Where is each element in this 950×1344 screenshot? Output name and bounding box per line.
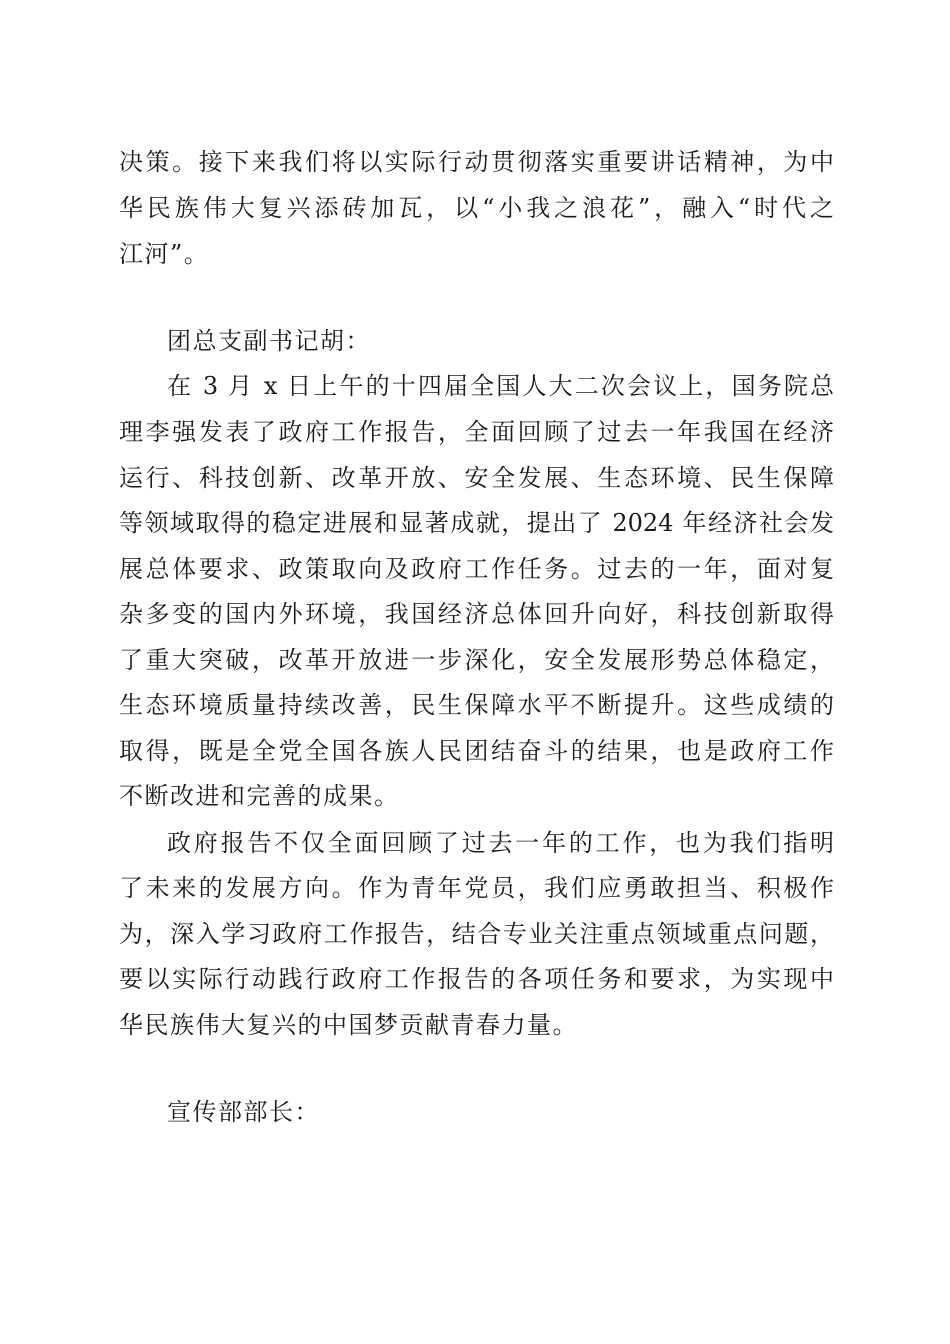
paragraph-line: 取得，既是全党全国各族人民团结奋斗的结果，也是政府工作 — [119, 737, 834, 765]
paragraph-line: 政府报告不仅全面回顾了过去一年的工作，也为我们指明 — [167, 829, 834, 857]
paragraph-line: 了未来的发展方向。作为青年党员，我们应勇敢担当、积极作 — [119, 874, 834, 902]
paragraph-line: 在 3 月 x 日上午的十四届全国人大二次会议上，国务院总 — [167, 372, 834, 400]
paragraph-line: 华民族伟大复兴添砖加瓦，以“小我之浪花”，融入“时代之 — [119, 194, 834, 222]
paragraph-line: 展总体要求、政策取向及政府工作任务。过去的一年，面对复 — [119, 555, 834, 583]
paragraph-line: 华民族伟大复兴的中国梦贡献青春力量。 — [119, 1011, 578, 1039]
paragraph-line: 理李强发表了政府工作报告，全面回顾了过去一年我国在经济 — [119, 418, 834, 446]
paragraph-line: 运行、科技创新、改革开放、安全发展、生态环境、民生保障 — [119, 464, 834, 492]
speaker-label: 团总支副书记胡： — [167, 327, 371, 355]
paragraph-line: 要以实际行动践行政府工作报告的各项任务和要求，为实现中 — [119, 965, 834, 993]
paragraph-line: 不断改进和完善的成果。 — [119, 782, 400, 810]
paragraph-line: 为，深入学习政府工作报告，结合专业关注重点领域重点问题， — [119, 920, 834, 948]
paragraph-line: 等领域取得的稳定进展和显著成就，提出了 2024 年经济社会发 — [119, 509, 834, 537]
paragraph-line: 生态环境质量持续改善，民生保障水平不断提升。这些成绩的 — [119, 691, 834, 719]
paragraph-line: 了重大突破，改革开放进一步深化，安全发展形势总体稳定， — [119, 646, 834, 674]
speaker-label: 宣传部部长： — [167, 1098, 320, 1126]
paragraph-line: 江河”。 — [119, 240, 210, 268]
paragraph-line: 杂多变的国内外环境，我国经济总体回升向好，科技创新取得 — [119, 600, 834, 628]
paragraph-line: 决策。接下来我们将以实际行动贯彻落实重要讲话精神，为中 — [119, 148, 834, 176]
